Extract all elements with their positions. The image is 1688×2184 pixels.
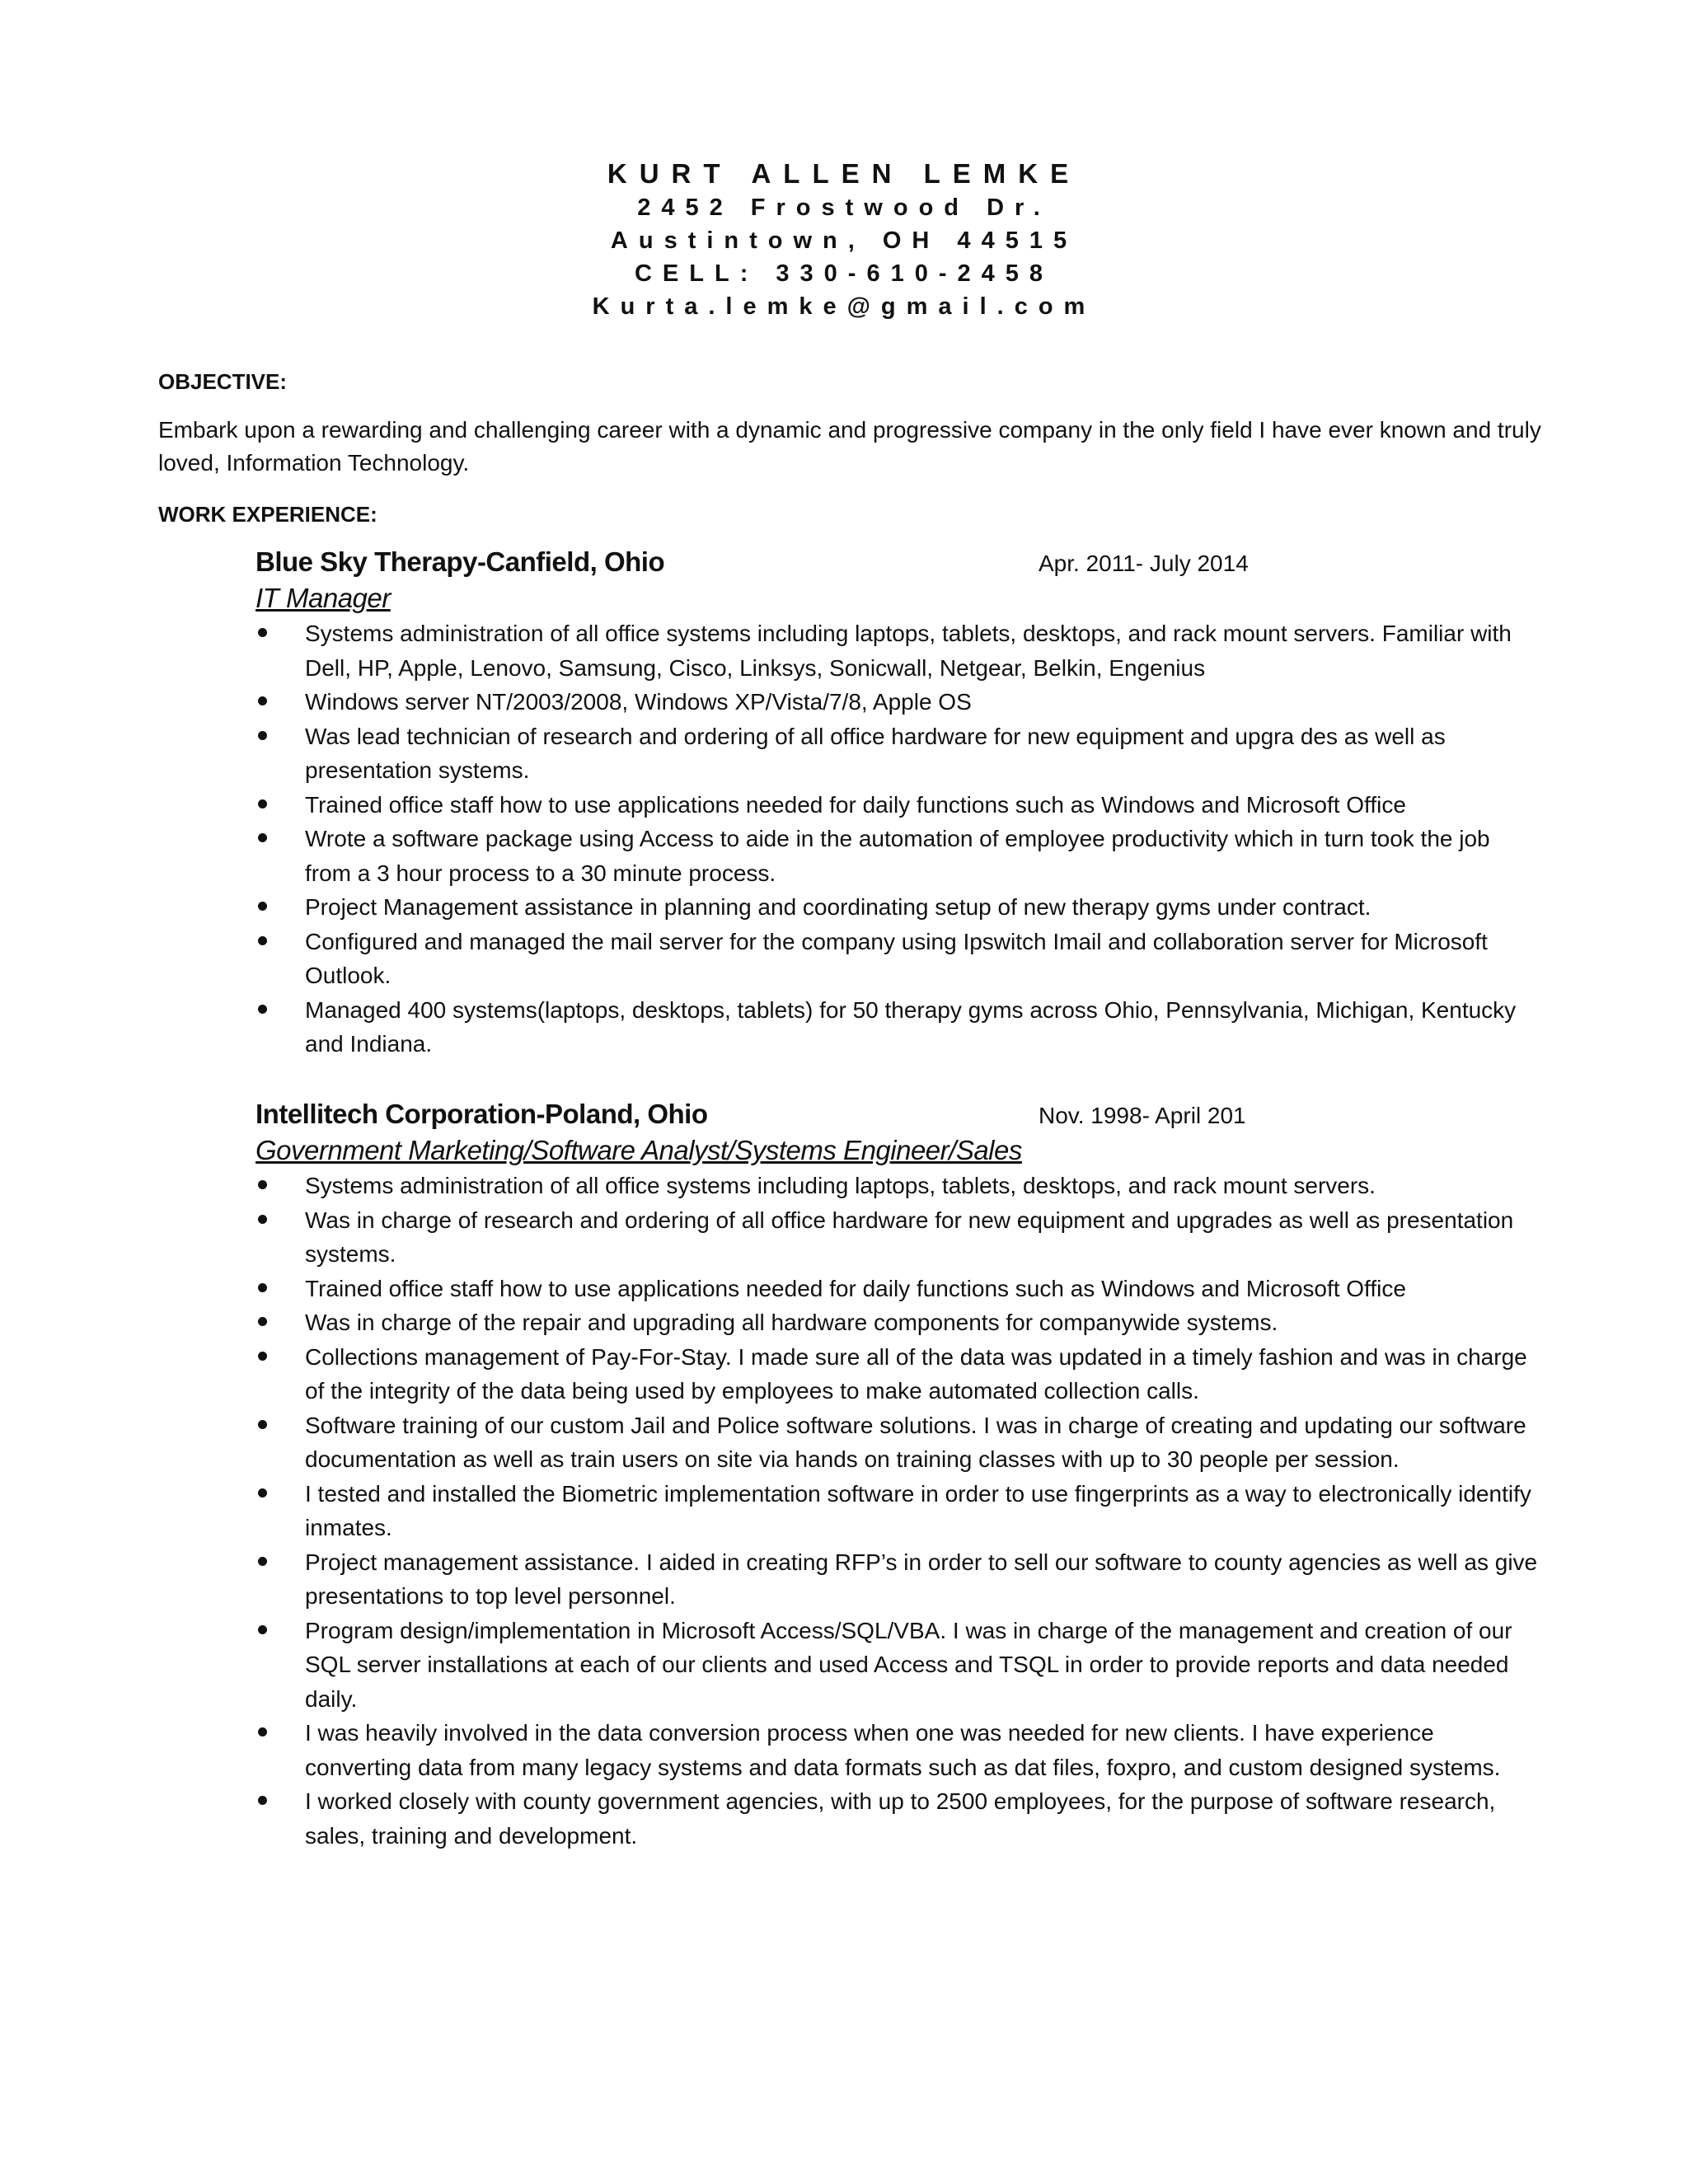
responsibility-text: Trained office staff how to use applications needed for daily functions such as Windows and Microsoft Office bbox=[305, 791, 1406, 818]
responsibility-text: Configured and managed the mail server for the company using Ipswitch Imail and collaboration server for Microsoft Outlook. bbox=[305, 928, 1488, 988]
bullet-icon bbox=[258, 1317, 267, 1326]
bullet-icon bbox=[258, 628, 267, 637]
responsibility-text: Systems administration of all office systems including laptops, tablets, desktops, and rack mount servers. bbox=[305, 1173, 1376, 1198]
responsibility-item bbox=[256, 1477, 1541, 1545]
bullet-icon bbox=[258, 902, 267, 911]
responsibility-item bbox=[256, 616, 1541, 685]
objective-text: Embark upon a rewarding and challenging career with a dynamic and progressive company in the only field I have ever known and truly loved, Information Technology. bbox=[158, 417, 1541, 476]
bullet-icon bbox=[258, 1488, 267, 1497]
responsibility-list bbox=[256, 1169, 1541, 1853]
job-entry-intellitech bbox=[256, 1096, 1541, 1853]
responsibility-item bbox=[256, 1614, 1541, 1717]
bullet-icon bbox=[258, 731, 267, 740]
responsibility-item bbox=[256, 1545, 1541, 1614]
responsibility-item bbox=[256, 1408, 1541, 1477]
work-experience-heading: WORK EXPERIENCE: bbox=[158, 502, 377, 527]
responsibility-text: Wrote a software package using Access to aide in the automation of employee productivity which in turn took the job from a 3 hour process to a 30 minute process. bbox=[305, 826, 1490, 886]
responsibility-text: Systems administration of all office systems including laptops, tablets, desktops, and rack mount servers. Familiar with Dell, HP, Apple, Lenovo, Samsung, Cisco, Linksys, Sonicwall, Netgear, Belkin, Engenius bbox=[305, 621, 1512, 681]
responsibility-item bbox=[256, 1305, 1541, 1340]
responsibility-text: Project management assistance. I aided in creating RFP’s in order to sell our software to county agencies as well as give presentations to top level personnel. bbox=[305, 1549, 1538, 1609]
responsibility-item bbox=[256, 925, 1541, 993]
responsibility-item bbox=[256, 1340, 1541, 1408]
responsibility-item bbox=[256, 822, 1541, 890]
bullet-icon bbox=[258, 1352, 267, 1361]
responsibility-item bbox=[256, 1784, 1541, 1853]
company-name: Blue Sky Therapy-Canfield, Ohio bbox=[256, 546, 665, 577]
responsibility-text: I tested and installed the Biometric implementation software in order to use fingerprints as a way to electronically identify inmates. bbox=[305, 1480, 1531, 1540]
objective-heading: OBJECTIVE: bbox=[158, 369, 288, 394]
responsibility-text: Managed 400 systems(laptops, desktops, tablets) for 50 therapy gyms across Ohio, Pennsylvania, Michigan, Kentucky and Indiana. bbox=[305, 996, 1517, 1057]
job-header bbox=[256, 1096, 1541, 1132]
bullet-icon bbox=[258, 936, 267, 945]
responsibility-text: Was in charge of research and ordering of all office hardware for new equipment and upgrades as well as presentation systems. bbox=[305, 1207, 1514, 1267]
bullet-icon bbox=[258, 1557, 267, 1566]
responsibility-text: Trained office staff how to use applications needed for daily functions such as Windows and Microsoft Office bbox=[305, 1275, 1406, 1301]
employment-dates: Apr. 2011- July 2014 bbox=[1039, 551, 1249, 576]
email-address: Kurta.lemke@gmail.com bbox=[592, 293, 1096, 320]
responsibility-text: Project Management assistance in planning and coordinating setup of new therapy gyms under contract. bbox=[305, 894, 1372, 920]
cell-phone: CELL: 330-610-2458 bbox=[634, 260, 1054, 287]
bullet-icon bbox=[258, 696, 267, 705]
responsibility-text: Program design/implementation in Microsoft Access/SQL/VBA. I was in charge of the management and creation of our SQL server installations at each of our clients and used Access and TSQL in order to provide reports and data needed daily. bbox=[305, 1617, 1512, 1712]
bullet-icon bbox=[258, 1005, 267, 1014]
responsibility-item bbox=[256, 719, 1541, 788]
responsibility-text: Windows server NT/2003/2008, Windows XP/Vista/7/8, Apple OS bbox=[305, 689, 972, 715]
bullet-icon bbox=[258, 1420, 267, 1429]
responsibility-item bbox=[256, 685, 1541, 719]
applicant-name: KURT ALLEN LEMKE bbox=[607, 158, 1081, 189]
responsibility-text: Collections management of Pay-For-Stay. I made sure all of the data was updated in a timely fashion and was in charge of the integrity of the data being used by employees to make automated collection calls. bbox=[305, 1343, 1527, 1404]
bullet-icon bbox=[258, 1625, 267, 1634]
job-header bbox=[256, 544, 1541, 580]
bullet-icon bbox=[258, 1180, 267, 1189]
responsibility-text: Was in charge of the repair and upgrading all hardware components for companywide systems. bbox=[305, 1310, 1278, 1335]
responsibility-item bbox=[256, 1169, 1541, 1203]
responsibility-text: Was lead technician of research and ordering of all office hardware for new equipment and upgra des as well as presentation systems. bbox=[305, 723, 1446, 783]
company-name: Intellitech Corporation-Poland, Ohio bbox=[256, 1099, 708, 1129]
responsibility-text: Software training of our custom Jail and Police software solutions. I was in charge of creating and updating our software documentation as well as train users on site via hands on training classes with up to 30 people per session. bbox=[305, 1412, 1526, 1472]
responsibility-item bbox=[256, 993, 1541, 1062]
responsibility-item bbox=[256, 788, 1541, 823]
contact-header bbox=[0, 157, 1688, 323]
responsibility-text: I was heavily involved in the data conversion process when one was needed for new clients. I have experience converting data from many legacy systems and data formats such as dat files, foxpro, and custom designed systems. bbox=[305, 1720, 1501, 1780]
responsibility-item bbox=[256, 1203, 1541, 1272]
responsibility-list bbox=[256, 616, 1541, 1062]
bullet-icon bbox=[258, 1727, 267, 1736]
job-title: Government Marketing/Software Analyst/Systems Engineer/Sales bbox=[256, 1135, 1022, 1165]
responsibility-item bbox=[256, 890, 1541, 925]
bullet-icon bbox=[258, 1283, 267, 1292]
bullet-icon bbox=[258, 799, 267, 808]
bullet-icon bbox=[258, 1796, 267, 1805]
responsibility-item bbox=[256, 1716, 1541, 1784]
responsibility-item bbox=[256, 1272, 1541, 1306]
job-entry-blue-sky bbox=[256, 544, 1541, 1062]
employment-dates: Nov. 1998- April 201 bbox=[1039, 1103, 1246, 1128]
city-state-zip: Austintown, OH 44515 bbox=[610, 227, 1078, 254]
bullet-icon bbox=[258, 1215, 267, 1224]
responsibility-text: I worked closely with county government agencies, with up to 2500 employees, for the purpose of software research, sales, training and development. bbox=[305, 1788, 1496, 1849]
job-title: IT Manager bbox=[256, 583, 391, 613]
street-address: 2452 Frostwood Dr. bbox=[637, 194, 1051, 221]
bullet-icon bbox=[258, 833, 267, 842]
